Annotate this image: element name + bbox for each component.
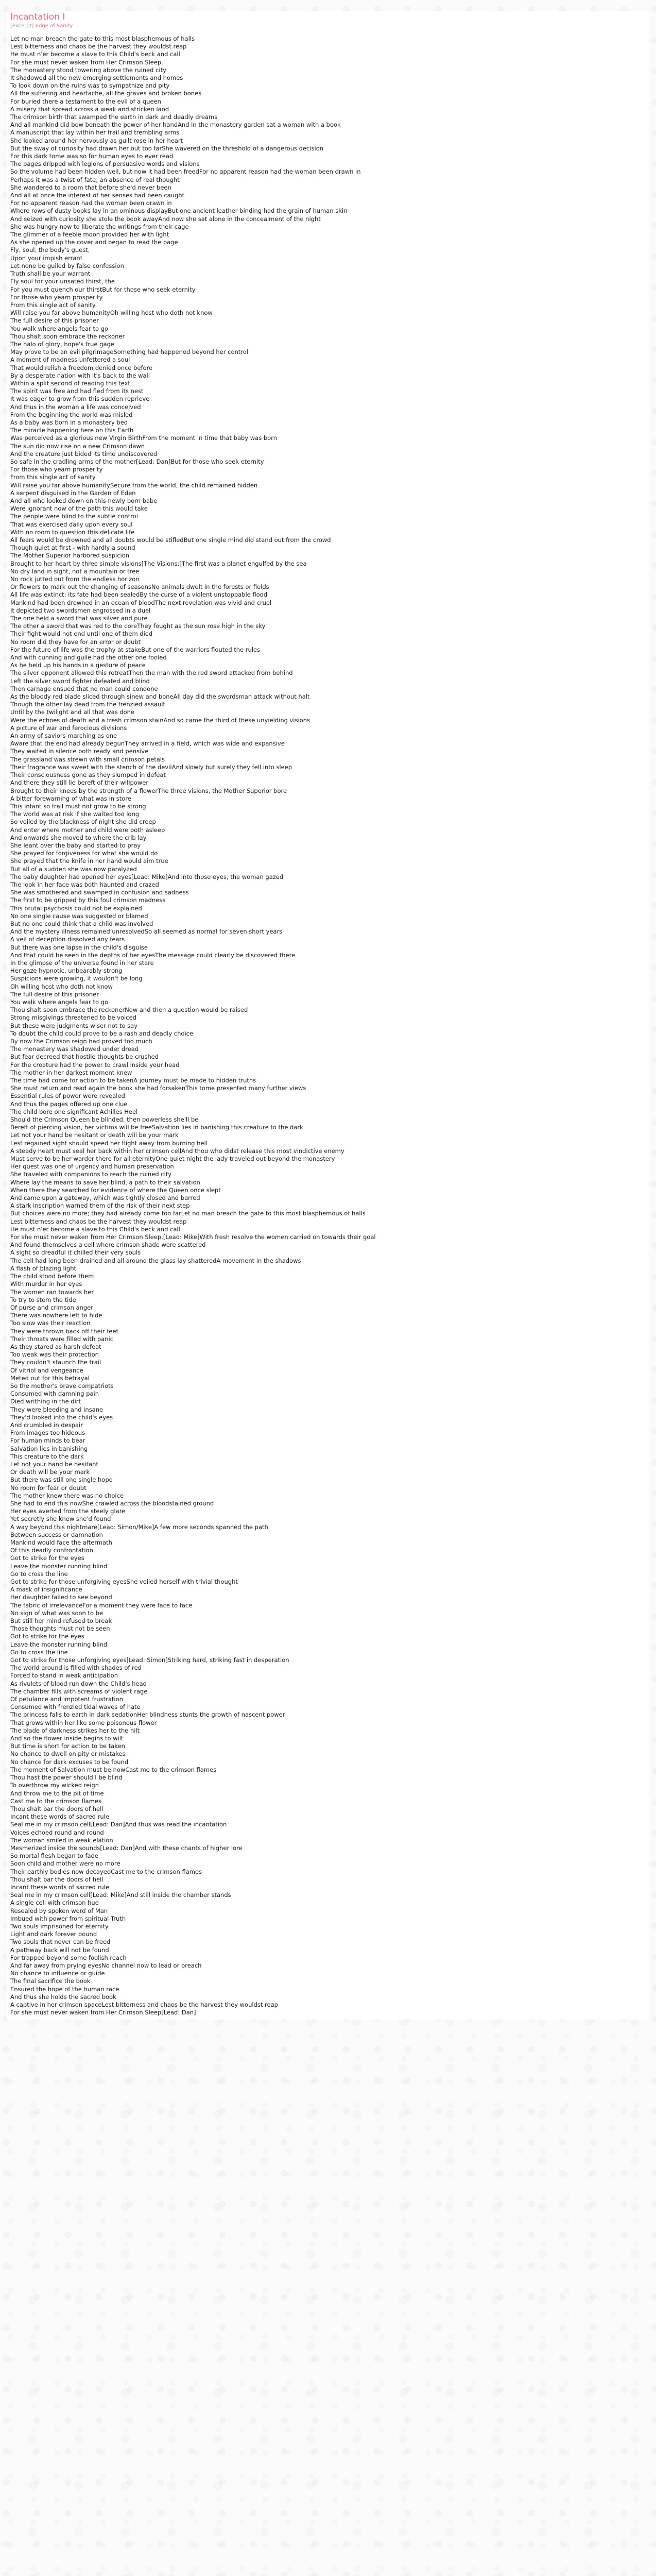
poem-line: No room for fear or doubt [10, 1484, 87, 1492]
poem-line: And thus she holds the sacred book [10, 1993, 116, 2001]
poem-line: But choices were no more; they had already come too farLet no man breach the gate to this most blasphemous of halls [10, 1210, 366, 1217]
poem-line: An army of saviors marching as one [10, 732, 117, 740]
poem-line: As a baby was born in a monastery bed [10, 418, 128, 426]
poem-line: And so the flower inside begins to wilt [10, 1735, 124, 1742]
poem-line: And far away from prying eyesNo channel now to lead or preach [10, 1961, 202, 1969]
poem-line: Mankind had been drowned in an ocean of bloodThe next revelation was vivid and cruel [10, 599, 272, 606]
poem-line: The Mother Superior harbored suspicion [10, 552, 130, 560]
poem-line: Was perceived as a glorious new Virgin BirthFrom the moment in time that baby was born [10, 434, 278, 442]
poem-line: For those who yearn prosperity [10, 466, 103, 473]
poem-line: The fabric of irrelevanceFor a moment they were face to face [10, 1601, 193, 1609]
poem-line: Fly, soul, the body's guest, [10, 246, 90, 254]
poem-line: She prayed for forgiveness for what she would do [10, 850, 158, 857]
poem-line: No one single cause was suggested or blamed [10, 912, 148, 920]
poem-line: And thus in the woman a life was conceived [10, 403, 141, 411]
poem-line: The princess falls to earth in dark sedationHer blindness stunts the growth of nascent power [10, 1711, 285, 1719]
poem-line: She leant over the baby and started to pray [10, 841, 141, 849]
poem-line: And thus the pages offered up one clue [10, 1100, 128, 1108]
poem-line: Perhaps it was a twist of fate, an absence of real thought [10, 176, 180, 183]
poem-line: Voices echoed round and round [10, 1828, 104, 1836]
poem-line: The monastery was shadowed under dread [10, 1045, 139, 1053]
poem-line: Too slow was their reaction [10, 1319, 91, 1327]
poem-line: The people were blind to the subtle control [10, 513, 138, 520]
poem-line: The miracle happening here on this Earth [10, 427, 134, 434]
poem-line: Their fragrance was sweet with the stench of the devilAnd slowly but surely they fell into sleep [10, 763, 292, 771]
poem-line: Their consciousness gone as they slumped in defeat [10, 771, 166, 779]
poem-line: For human minds to bear [10, 1437, 85, 1445]
poem-line: To look down on the ruins was to sympathize and pity [10, 82, 170, 90]
poem-line: Leave the monster running blind [10, 1562, 108, 1570]
poem-line: Got to strike for those unforgiving eyesShe veiled herself with trivial thought [10, 1578, 238, 1586]
poem-line: But the sway of curiosity had drawn her out too farShe wavered on the threshold of a dangerous decision [10, 144, 324, 152]
poem-title: Incantation I [10, 12, 65, 22]
poem-line: From the beginning the world was misled [10, 411, 133, 418]
poem-line: A bitter forewarning of what was in store [10, 794, 131, 802]
poem-line: As the bloody red blade sliced through sinew and boneAll day did the swordsman attack without halt [10, 693, 310, 701]
poem-line: Soon child and mother were no more [10, 1860, 120, 1868]
poem-line: By a desperate nation with it's back to the wall [10, 371, 150, 379]
poem-line: For the future of life was the trophy at stakeBut one of the warriors flouted the rules [10, 646, 261, 653]
poem-line: A single cell with crimson hue [10, 1899, 99, 1907]
poem-line: The moment of Salvation must be nowCast me to the crimson flames [10, 1766, 217, 1773]
poem-line: But time is short for action to be taken [10, 1742, 125, 1750]
poem-line: So the volume had been hidden well, but now it had been freedFor no apparent reason had the woman been drawn in [10, 168, 361, 176]
poem-line: Essential rules of power were revealed [10, 1092, 125, 1100]
poem-line: And throw me to the pit of time [10, 1789, 104, 1797]
poem-line: Let not your hand be hesitant or death will be your mark [10, 1131, 179, 1139]
poem-line: So the mother's brave compatriots [10, 1382, 114, 1389]
poem-line: The world around is filled with shades of red [10, 1664, 142, 1672]
poem-line: For trapped beyond some foolish reach [10, 1954, 127, 1961]
poem-line: Where rows of dusty books lay in an ominous displayBut one ancient leather binding had the grain of human skin [10, 207, 348, 215]
poem-line: Thou hast the power should I be blind [10, 1774, 123, 1782]
poem-line: She wandered to a room that before she'd never been [10, 183, 171, 191]
poem-line: For this dark tome was so for human eyes to ever read [10, 152, 174, 160]
poem-line: Of purse and crimson anger [10, 1303, 93, 1311]
poem-line: Her quest was one of urgency and human preservation [10, 1163, 174, 1171]
poem-line: As he held up his hands in a gesture of peace [10, 662, 146, 669]
poem-line: The blade of darkness strikes her to the hilt [10, 1726, 140, 1734]
poem-line: May prove to be an evil pilgrimageSomething had happened beyond her control [10, 348, 249, 356]
poem-line: The final sacrifice the book [10, 1977, 91, 1985]
poem-line: For you must quench our thirstBut for those who seek eternity [10, 285, 196, 293]
poem-line: The full desire of this prisoner [10, 990, 99, 998]
poem-line: And onwards she moved to where the crib lay [10, 834, 147, 841]
poem-line: The mother knew there was no choice [10, 1492, 124, 1499]
poem-line: Though the other lay dead from the frenzied assault [10, 701, 165, 708]
poem-line: Left the silver sword fighter defeated and blind [10, 677, 150, 685]
poem-line: She prayed that the knife in her hand would aim true [10, 857, 168, 865]
poem-line: They'd looked into the child's eyes [10, 1413, 113, 1421]
poem-line: Or death will be your mark [10, 1468, 90, 1476]
poem-line: Of petulance and impotent frustration [10, 1696, 123, 1703]
poem-line: The other a sword that was red to the coreThey fought as the sun rose high in the sky [10, 622, 266, 630]
poem-line: Got to strike for the eyes [10, 1633, 84, 1640]
poem-line: A stark inscription warned them of the risk of their next step [10, 1202, 190, 1210]
poem-line: The full desire of this prisoner [10, 317, 99, 325]
poem-line: Go to cross the line [10, 1648, 68, 1656]
poem-line: The woman smiled in weak elation [10, 1836, 113, 1844]
poem-line: Thou shalt soon embrace the reckonerNow and then a question would be raised [10, 1006, 248, 1014]
poem-line: It depicted two swordsmen engrossed in a duel [10, 606, 151, 614]
poem-line: They were thrown back off their feet [10, 1327, 118, 1335]
poem-subtitle [10, 23, 646, 30]
poem-line: And found themselves a cell where crimson shade were scattered [10, 1241, 206, 1249]
poem-line: Two souls that never can be freed [10, 1938, 111, 1946]
poem-line: Thou shalt soon embrace the reckoner [10, 332, 125, 340]
poem-line: The glimmer of a feeble moon provided her with light [10, 231, 169, 239]
poem-line: For the creature had the power to crawl inside your head [10, 1061, 180, 1069]
subtitle-prefix: (excerpt) [10, 23, 34, 29]
poem-line: Where lay the means to save her blind, a path to their salvation [10, 1178, 200, 1186]
poem-line: The grassland was strewn with small crimson petals [10, 755, 165, 763]
poem-line: The crimson birth that swamped the earth in dark and deadly dreams [10, 113, 218, 121]
poem-line: But these were judgments wiser not to say [10, 1022, 138, 1029]
poem-line: The mother in her darkest moment knew [10, 1069, 132, 1076]
poem-line: When there they searched for evidence of where the Queen once slept [10, 1186, 221, 1194]
poem-line: This creature to the dark [10, 1452, 84, 1460]
poem-line: You walk where angels fear to go [10, 998, 109, 1006]
source-link[interactable]: Edge of Sanity [35, 23, 73, 29]
poem-line: Between success or damnation [10, 1531, 103, 1538]
poem-line: The sun did now rise on a new Crimson dawn [10, 442, 145, 450]
poem-line: No sign of what was soon to be [10, 1609, 103, 1617]
poem-line: Suspicions were growing, it wouldn't be long [10, 975, 143, 982]
poem-line: For she must never waken from Her Crimson Sleep[Lead: Dan] [10, 2009, 196, 2016]
poem-line: Must serve to be her warder there for all eternityOne quiet night the lady traveled out beyond the monastery [10, 1155, 335, 1163]
poem-line: Will raise you far above humanityOh willing host who doth not know [10, 309, 213, 317]
poem-line: Died writhing in the dirt [10, 1398, 81, 1405]
poem-line: To try to stem the tide [10, 1296, 76, 1303]
poem-line: Were the echoes of death and a fresh crimson stainAnd so came the third of these unyielding visions [10, 716, 310, 724]
poem-line: Until by the twilight and all that was done [10, 708, 134, 716]
poem-line: The pages dripped with legions of persuasive words and visions [10, 160, 200, 168]
poem-line: And enter where mother and child were both asleep [10, 826, 165, 834]
poem-line: Forced to stand in weak anticipation [10, 1672, 118, 1680]
poem-line: Brought to their knees by the strength of a flowerThe three visions, the Mother Superior bore [10, 787, 287, 794]
poem-line: Bereft of piercing vision, her victims will be freeSalvation lies in banishing this creature to the dark [10, 1124, 303, 1131]
poem-line: And all mankind did bow beneath the power of her handAnd in the monastery garden sat a woman with a book [10, 121, 341, 129]
poem-line: Were ignorant now of the path this would take [10, 505, 148, 513]
poem-line: It was eager to grow from this sudden reprieve [10, 395, 150, 403]
poem-line: But fear decreed that hostile thoughts be crushed [10, 1053, 159, 1061]
poem-line: A captive in her crimson spaceLest bitterness and chaos be the harvest they wouldst reap [10, 2001, 278, 2008]
poem-line: They couldn't staunch the trail [10, 1359, 101, 1366]
poem-line: And the creature just bided its time undiscovered [10, 450, 158, 457]
poem-line: The child stood before them [10, 1273, 94, 1280]
poem-line: Salvation lies in banishing [10, 1445, 88, 1452]
poem-line: She had to end this nowShe crawled across the bloodstained ground [10, 1499, 214, 1507]
poem-line: The chamber fills with screams of violent rage [10, 1687, 148, 1695]
poem-line: Thou shalt bar the doors of hell [10, 1875, 103, 1883]
poem-line: Go to cross the line [10, 1570, 68, 1578]
poem-line: The women ran towards her [10, 1288, 94, 1296]
poem-line: Lest regained sight should speed her flight away from burning hell [10, 1139, 208, 1147]
poem-line: He must n'er become a slave to this Child's beck and call [10, 50, 180, 58]
poem-line: With no room to question this delicate life [10, 528, 135, 536]
poem-line: The look in her face was both haunted and crazed [10, 880, 159, 888]
poem-line: Should the Crimson Queen be blinded, then powerless she'll be [10, 1116, 199, 1124]
poem-line: And the mystery illness remained unresolvedSo all seemed as normal for seven short years [10, 928, 283, 936]
poem-line: For she must never waken from Her Crimson Sleep.[Lead: Mike]With fresh resolve the women carried on towards their goal [10, 1233, 376, 1241]
poem-line: Light and dark forever bound [10, 1930, 97, 1938]
poem-line: And all at once the interest of her senses had been caught [10, 192, 185, 199]
poem-line: A mask of insignificance [10, 1586, 82, 1594]
poem-line: By now the Crimson reign had proved too much [10, 1038, 152, 1045]
poem-line: That was exercised daily upon every soul [10, 520, 133, 528]
poem-line: Resealed by spoken word of Man [10, 1907, 108, 1914]
poem-line: That would relish a freedom denied once before [10, 364, 153, 371]
poem-line: Incant these words of sacred rule [10, 1813, 109, 1821]
poem-line: Within a split second of reading this text [10, 379, 130, 387]
poem-line: For she must never waken from Her Crimson Sleep. [10, 58, 163, 66]
poem-line: They waited in silence both ready and pensive [10, 748, 149, 755]
poem-line: A steady heart must seal her back within her crimson cellAnd thou who didst release this most vindictive enemy [10, 1147, 344, 1155]
poem-line: From this single act of sanity [10, 473, 96, 481]
poem-line: The halo of glory, hope's true gage [10, 340, 114, 348]
poem-line: Brought to her heart by three simple visions[The Visions:]The first was a planet engulfed by the sea [10, 560, 307, 567]
poem-line: This infant so frail must not grow to be strong [10, 802, 146, 810]
poem-line: Too weak was their protection [10, 1351, 99, 1359]
poem-line: Consumed with damning pain [10, 1390, 99, 1398]
poem-line: They were bleeding and insane [10, 1405, 103, 1413]
poem-line: But no one could think that a child was involved [10, 920, 153, 927]
poem-line: The first to be gripped by this foul crimson madness [10, 896, 166, 904]
poem-line: She must return and read again the book she had forsakenThis tome presented many further views [10, 1084, 306, 1092]
poem-line: Her eyes averted from the steely glare [10, 1507, 126, 1515]
poem-line: For those who yearn prosperity [10, 293, 103, 301]
poem-line: No chance to dwell on pity or mistakes [10, 1750, 126, 1758]
poem-body [10, 35, 646, 2016]
poem-line: That grows within her like some poisonous flower [10, 1719, 157, 1726]
poem-line: As they stared as harsh defeat [10, 1343, 101, 1350]
poem-line: Their fight would not end until one of them died [10, 630, 153, 638]
poem-line: Lest bitterness and chaos be the harvest they wouldst reap [10, 1217, 187, 1225]
poem-line: With murder in her eyes [10, 1280, 82, 1288]
poem-line: Cast me to the crimson flames [10, 1797, 101, 1805]
poem-line: No rock jutted out from the endless horizon [10, 575, 140, 583]
poem-line: Of vitriol and vengeance [10, 1366, 83, 1374]
poem-line: Two souls imprisoned for eternity [10, 1922, 109, 1930]
poem-line: She traveled with companions to reach the ruined city [10, 1171, 172, 1178]
poem-line: A serpent disguised in the Garden of Eden [10, 489, 136, 497]
poem-line: Aware that the end had already begunThey arrived in a field, which was wide and expansive [10, 740, 285, 748]
lyrics-card [7, 11, 649, 2020]
poem-line: And that could be seen in the depths of her eyesThe message could clearly be discovered there [10, 951, 296, 959]
poem-line: Oh willing host who doth not know [10, 982, 113, 990]
poem-line: This brutal psychosis could not be explained [10, 904, 142, 912]
poem-line: Let none be guiled by false confession [10, 262, 124, 269]
poem-line: And with cunning and guile had the other one fooled [10, 654, 167, 662]
poem-line: She was hungry now to liberate the writings from their cage [10, 223, 189, 230]
poem-line: But there was still one single hope [10, 1476, 113, 1484]
poem-line: Leave the monster running blind [10, 1640, 108, 1648]
poem-line: Consumed with frenzied tidal waves of hate [10, 1703, 141, 1711]
poem-line: Let not your hand be hesitant [10, 1460, 98, 1468]
poem-line: Though quiet at first - with hardly a sound [10, 544, 135, 552]
poem-line: As she opened up the cover and began to read the page [10, 239, 178, 246]
poem-line: No chance to influence or guide [10, 1970, 105, 1977]
poem-line: He must n'er become a slave to this Child's beck and call [10, 1225, 180, 1233]
poem-line: Imbued with power from spiritual Truth [10, 1914, 126, 1922]
poem-line: Thou shalt bar the doors of hell [10, 1805, 103, 1812]
poem-line: And seized with curiosity she stole the book awayAnd now she sat alone in the concealment of the night [10, 215, 321, 223]
poem-line: Got to strike for the eyes [10, 1554, 84, 1562]
poem-line: Let no man breach the gate to this most blasphemous of halls [10, 35, 195, 42]
poem-line: The cell had long been drained and all around the glass lay shatteredA movement in the shadows [10, 1257, 301, 1264]
poem-line: And all who looked down on this newly born babe [10, 497, 158, 504]
poem-line: Got to strike for those unforgiving eyes[Lead: Simon]Striking hard, striking fast in desperation [10, 1656, 289, 1664]
poem-line: The monastery stood towering above the ruined city [10, 66, 166, 74]
poem-line: A veil of deception dissolved any fears [10, 936, 125, 943]
poem-line: A picture of war and ferocious divisions [10, 724, 127, 732]
poem-line: In the glimpse of the universe found in her stare [10, 959, 154, 967]
poem-line: Strong misgivings threatened to be voiced [10, 1014, 136, 1022]
poem-line: Those thoughts must not be seen [10, 1625, 110, 1633]
poem-line: All life was extinct; its fate had been sealedBy the curse of a violent unstoppable flood [10, 591, 268, 599]
poem-line: Of this deadly confrontation [10, 1547, 93, 1554]
poem-line: Upon your impish errant [10, 254, 83, 262]
poem-line: A moment of madness unfettered a soul [10, 356, 130, 364]
poem-line: Her gaze hypnotic, unbearably strong [10, 967, 123, 975]
poem-line: So mortal flesh began to fade [10, 1852, 98, 1860]
poem-line: Truth shall be your warrant [10, 270, 91, 278]
poem-line: But there was one lapse in the child's disguise [10, 943, 148, 951]
poem-line: There was nowhere left to hide [10, 1312, 102, 1319]
poem-line: All the suffering and heartache, all the graves and broken bones [10, 90, 202, 97]
poem-line: Her daughter failed to see beyond [10, 1594, 112, 1601]
poem-line: A manuscript that lay within her frail and trembling arms [10, 129, 180, 137]
poem-line: A pathway back will not be found [10, 1946, 109, 1954]
poem-line: The silver opponent allowed this retreatThen the man with the red sword attacked from behind [10, 669, 293, 677]
poem-line: Lest bitterness and chaos be the harvest they wouldst reap [10, 43, 187, 50]
poem-line: And crumbled in despair [10, 1421, 83, 1429]
poem-line: A sight so dreadful it chilled their very souls [10, 1249, 141, 1257]
poem-line: And there they still lie bereft of their willpower [10, 779, 149, 787]
poem-line: A misery that spread across a weak and stricken land [10, 105, 169, 113]
poem-line: As rivulets of blood run down the Child's head [10, 1680, 147, 1687]
poem-line: You walk where angels fear to go [10, 325, 109, 332]
poem-line: Will raise you far above humanitySecure from the world, the child remained hidden [10, 481, 258, 489]
poem-line: Seal me in my crimson cell[Lead: Dan]And thus was read the incantation [10, 1821, 227, 1828]
poem-line: Or flowers to mark out the changing of seasonsNo animals dwelt in the forests or fields [10, 583, 269, 591]
poem-line: To overthrow my wicked reign [10, 1782, 99, 1789]
poem-line: Then carnage ensued that no man could condone [10, 685, 158, 692]
poem-line: For buried there a testament to the evil of a queen [10, 97, 161, 105]
poem-line: The child bore one significant Achilles Heel [10, 1108, 138, 1115]
poem-line: From images too hideous [10, 1429, 85, 1437]
poem-line: Ensured the hope of the human race [10, 1985, 119, 1993]
poem-line: For no apparent reason had the woman been drawn in [10, 199, 172, 207]
poem-line: So veiled by the blackness of night she did creep [10, 818, 156, 826]
poem-line: Seal me in my crimson cell[Lead: Mike]And still inside the chamber stands [10, 1891, 231, 1899]
poem-line: A flash of blazing light [10, 1264, 76, 1272]
poem-line: And came upon a gateway, which was tightly closed and barred [10, 1194, 200, 1202]
poem-line: Incant these words of sacred rule [10, 1883, 109, 1891]
poem-line: No room did they have for an error or doubt [10, 638, 141, 646]
poem-line: No chance for dark excuses to be found [10, 1758, 129, 1766]
poem-line: Yet secretly she knew she'd found [10, 1515, 111, 1523]
poem-line: All fears would be drowned and all doubts would be stifledBut one single mind did stand out from the crowd [10, 536, 331, 544]
poem-line: Mesmerized inside the sounds[Lead: Dan]And with these chants of higher lore [10, 1844, 243, 1852]
poem-line: Their earthly bodies now decayedCast me to the crimson flames [10, 1868, 202, 1875]
poem-line: Meted out for this betrayal [10, 1374, 90, 1382]
poem-line: The time had come for action to be takenA journey must be made to hidden truths [10, 1077, 256, 1084]
poem-line: To doubt the child could prove to be a rash and deadly choice [10, 1029, 194, 1037]
poem-line: No dry land in sight, not a mountain or tree [10, 567, 140, 575]
poem-line: She was smothered and swamped in confusion and sadness [10, 889, 189, 896]
poem-line: Fly soul for your unsated thirst, the [10, 278, 115, 285]
poem-line: So safe in the cradling arms of the mother[Lead: Dan]But for those who seek eternity [10, 457, 264, 465]
poem-line: But all of a sudden she was now paralyzed [10, 865, 137, 873]
poem-line: Mankind would face the aftermath [10, 1539, 112, 1546]
poem-line: The baby daughter had opened her eyes[Lead: Mike]And into those eyes, the woman gazed [10, 873, 284, 880]
poem-line: She looked around her nervously as guilt rose in her heart [10, 137, 183, 144]
poem-line: The one held a sword that was silver and pure [10, 615, 148, 622]
poem-line: The spirit was free and had fled from its nest [10, 387, 144, 395]
poem-line: A way beyond this nightmare[Lead: Simon/Mike]A few more seconds spanned the path [10, 1523, 268, 1531]
poem-line: It shadowed all the new emerging settlements and homes [10, 74, 183, 82]
poem-line: But still her mind refused to break [10, 1617, 112, 1625]
poem-line: From this single act of sanity [10, 301, 96, 309]
poem-line: The world was at risk if she waited too long [10, 810, 140, 818]
poem-line: Their throats were filled with panic [10, 1335, 114, 1343]
